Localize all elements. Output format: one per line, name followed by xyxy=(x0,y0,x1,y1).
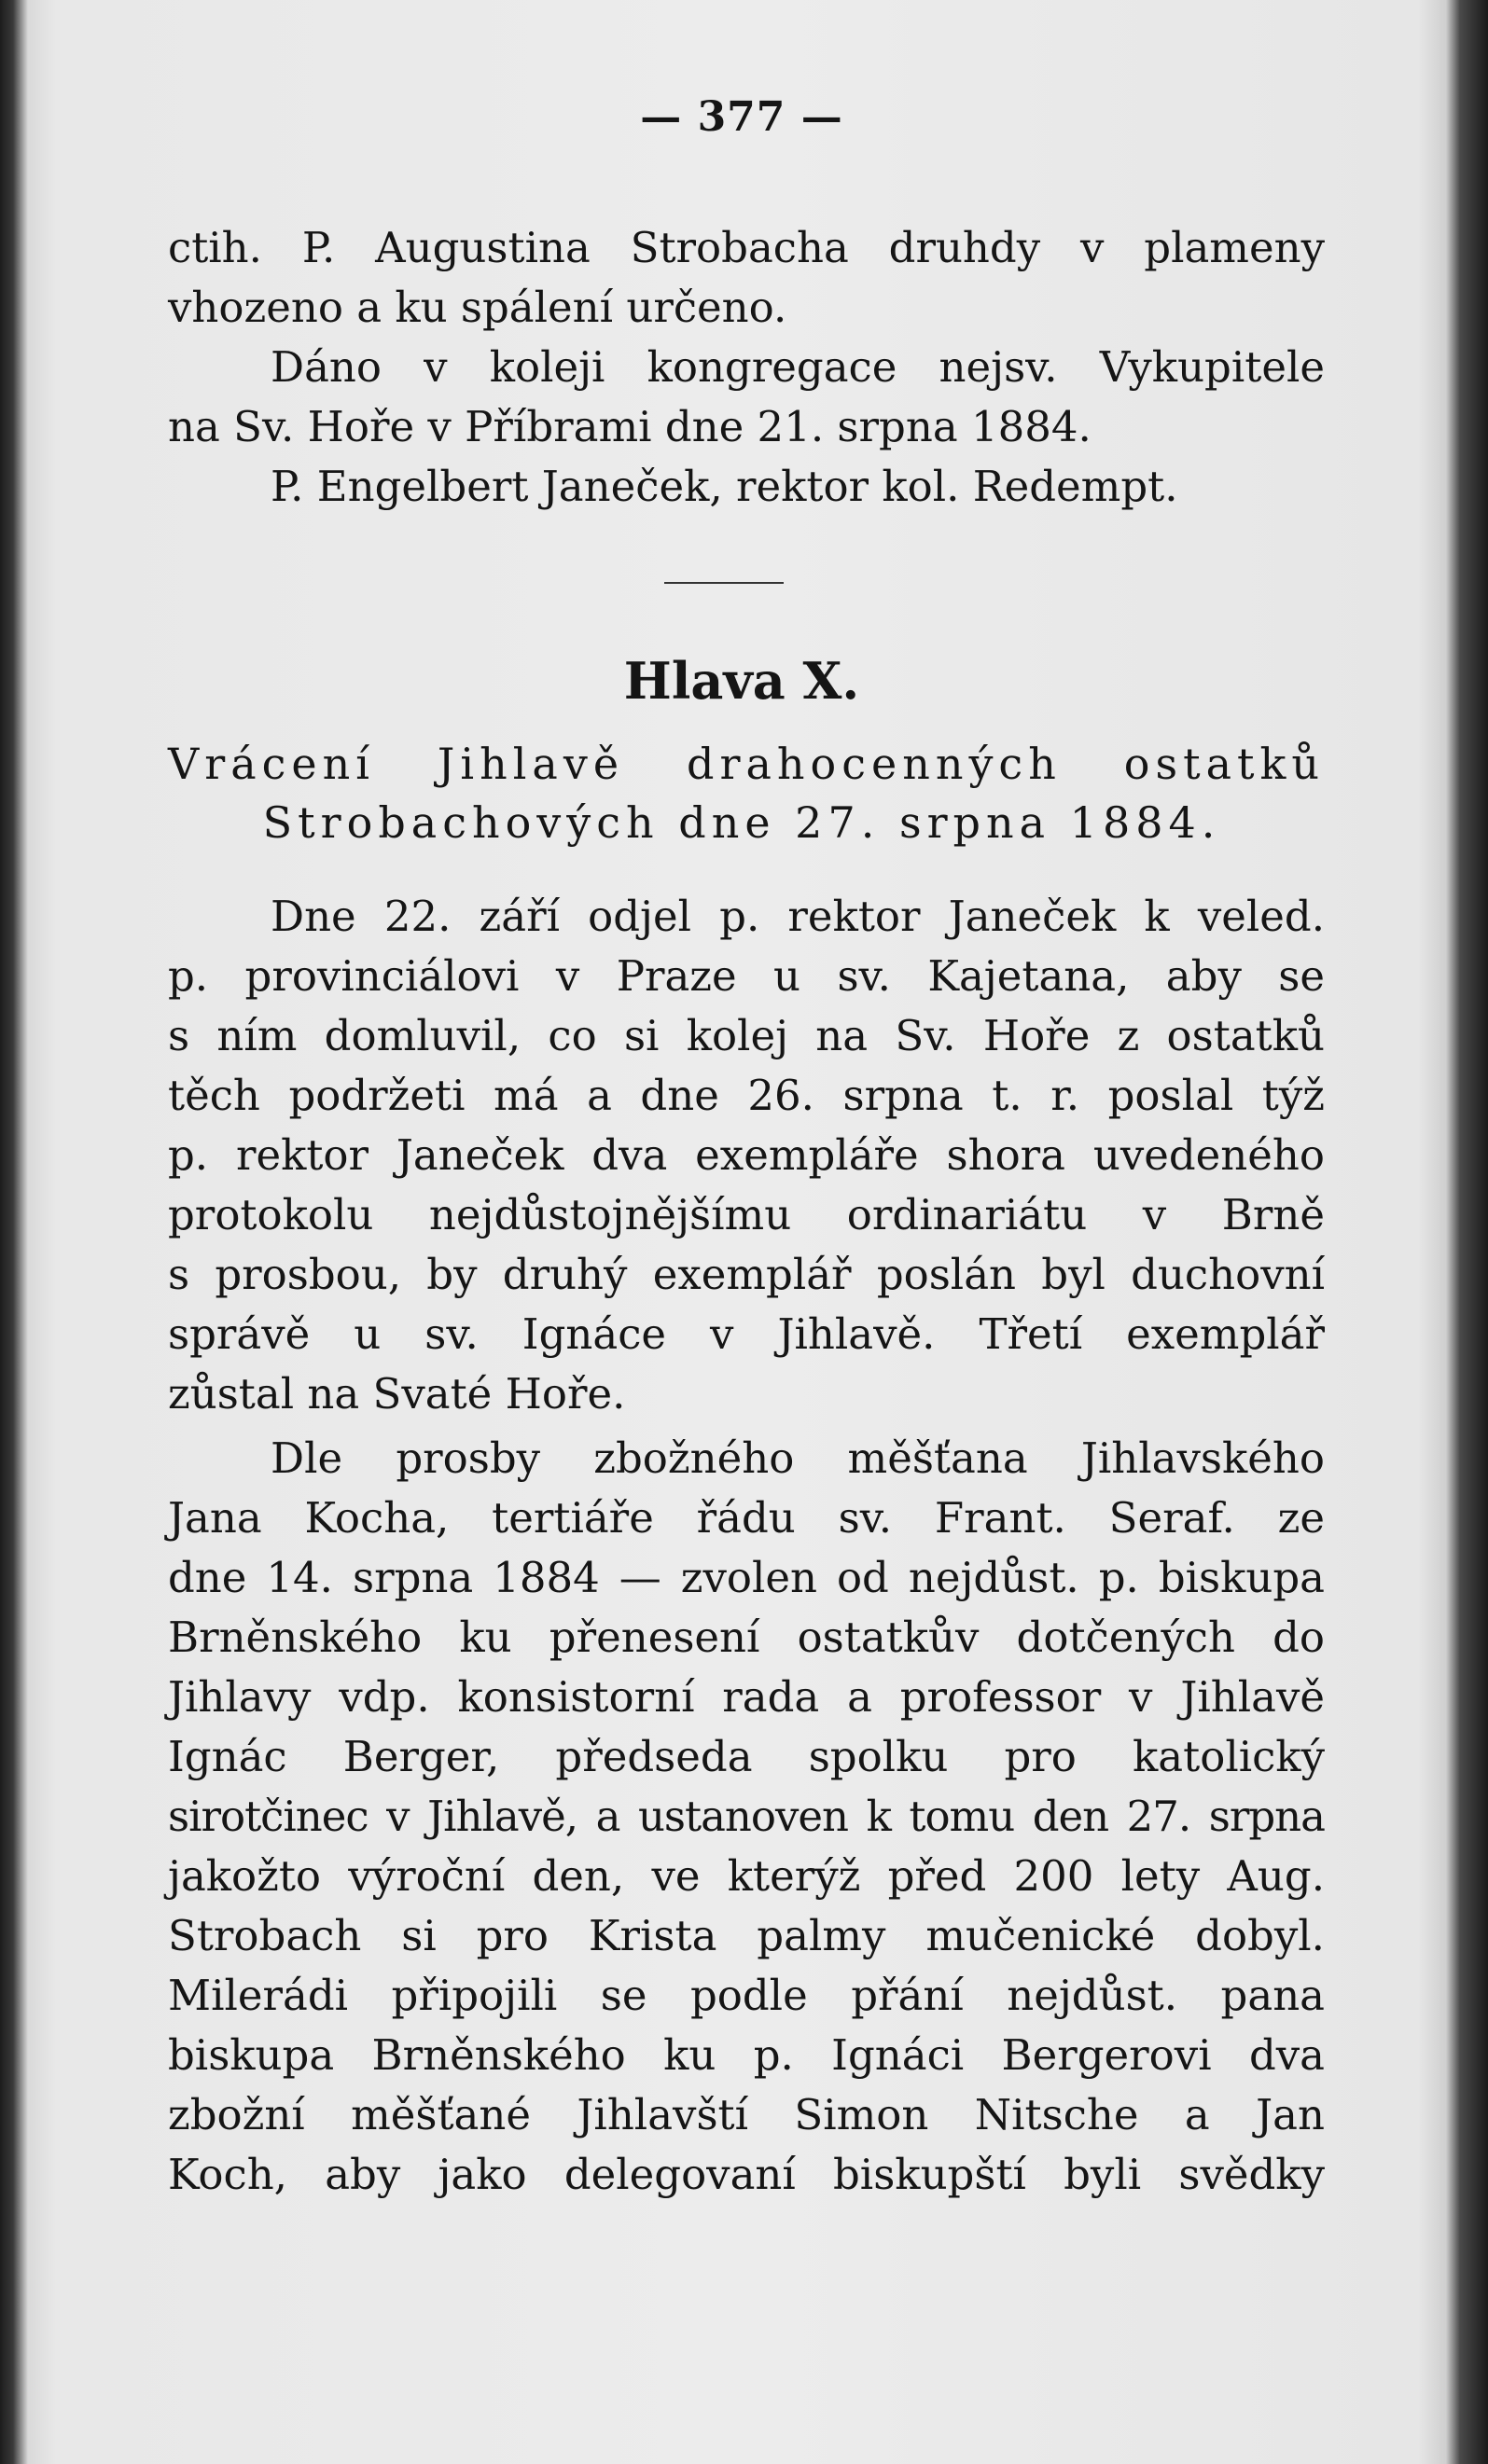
text-line: Jihlavy vdp. konsistorní rada a professor v Jihlavě xyxy=(168,1672,1325,1722)
text-line: dne 14. srpna 1884 — zvolen od nejdůst. p. biskupa xyxy=(168,1553,1325,1602)
text-line: s prosbou, by druhý exemplář poslán byl duchovní xyxy=(168,1250,1325,1299)
text-line: Dáno v koleji kongregace nejsv. Vykupitele xyxy=(271,342,1325,392)
chapter-subtitle-line: Vrácení Jihlavě drahocenných ostatků xyxy=(168,739,1325,789)
text-line: Milerádi připojili se podle přání nejdůst. pana xyxy=(168,1971,1325,2020)
text-line: Brněnského ku přenesení ostatkův dotčených do xyxy=(168,1613,1325,1662)
text-line: těch podržeti má a dne 26. srpna t. r. poslal týž xyxy=(168,1071,1325,1120)
text-line: vhozeno a ku spálení určeno. xyxy=(168,283,787,332)
text-line: Koch, aby jako delegovaní biskupští byli svědky xyxy=(168,2150,1325,2199)
text-line: Jana Kocha, tertiáře řádu sv. Frant. Seraf. ze xyxy=(168,1493,1325,1543)
text-line: protokolu nejdůstojnějšímu ordinariátu v Brně xyxy=(168,1190,1325,1239)
text-line: na Sv. Hoře v Příbrami dne 21. srpna 1884. xyxy=(168,402,1092,451)
text-line: správě u sv. Ignáce v Jihlavě. Třetí exemplář xyxy=(168,1309,1325,1359)
text-line: ctih. P. Augustina Strobacha druhdy v plameny xyxy=(168,223,1325,272)
text-line: jakožto výroční den, ve kterýž před 200 lety Aug. xyxy=(168,1851,1325,1901)
text-line: p. rektor Janeček dva exempláře shora uvedeného xyxy=(168,1130,1325,1180)
text-line: s ním domluvil, co si kolej na Sv. Hoře z ostatků xyxy=(168,1011,1325,1060)
signature-line: P. Engelbert Janeček, rektor kol. Redempt. xyxy=(271,462,1178,511)
chapter-subtitle-line: Strobachových dne 27. srpna 1884. xyxy=(262,797,1221,848)
chapter-heading: Hlava X. xyxy=(623,651,860,711)
text-line: zbožní měšťané Jihlavští Simon Nitsche a Jan xyxy=(168,2090,1325,2139)
text-line: zůstal na Svaté Hoře. xyxy=(168,1369,626,1419)
text-line: sirotčinec v Jihlavě, a ustanoven k tomu den 27. srpna xyxy=(168,1792,1325,1841)
text-line: Dne 22. září odjel p. rektor Janeček k veled. xyxy=(271,892,1325,941)
text-line: Ignác Berger, předseda spolku pro katolický xyxy=(168,1732,1325,1781)
text-line: biskupa Brněnského ku p. Ignáci Bergerovi dva xyxy=(168,2030,1325,2080)
book-page xyxy=(37,0,1446,2464)
section-divider xyxy=(664,582,784,584)
page-number: — 377 — xyxy=(640,93,843,141)
text-line: p. provinciálovi v Praze u sv. Kajetana, aby se xyxy=(168,951,1325,1001)
text-line: Strobach si pro Krista palmy mučenické dobyl. xyxy=(168,1911,1325,1960)
text-line: Dle prosby zbožného měšťana Jihlavského xyxy=(271,1433,1325,1483)
